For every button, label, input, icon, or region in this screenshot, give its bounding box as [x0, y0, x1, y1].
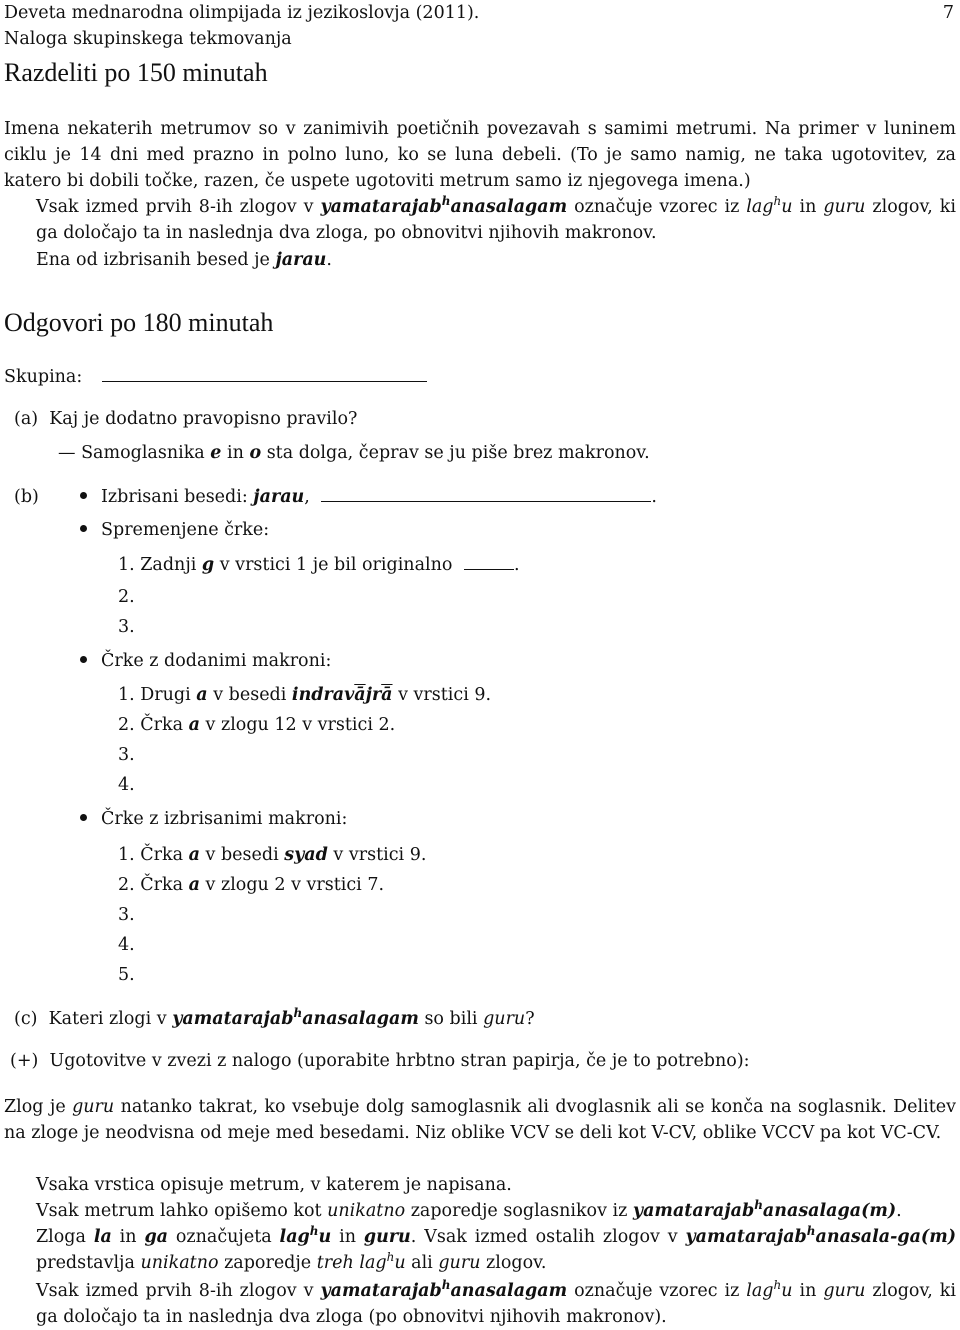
- b-changed-letters: Spremenjene črke:: [80, 517, 269, 543]
- b4-item-3: 3.: [118, 905, 135, 925]
- running-header: [4, 0, 479, 52]
- b2-item-3: 3.: [118, 617, 135, 637]
- b4-item-4: 4.: [118, 935, 135, 955]
- question-plus: (+) Ugotovitve v zvezi z nalogo (uporabite hrbtno stran papirja, če je to potrebno):: [10, 1051, 750, 1071]
- section-title-odgovori: Odgovori po 180 minutah: [4, 308, 274, 337]
- meter-paragraph: Vsaka vrstica opisuje metrum, v katerem je napisana.: [36, 1175, 512, 1195]
- header-line-1: Deveta mednarodna olimpijada iz jezikoslovja (2011).: [4, 3, 480, 23]
- answer-a: — Samoglasnika e in o sta dolga, čeprav se ju piše brez makronov.: [58, 443, 650, 463]
- erased-word-line: Ena od izbrisanih besed je jarau.: [36, 250, 332, 270]
- section-title-razdeliti: Razdeliti po 150 minutah: [4, 58, 268, 87]
- intro-paragraph: Imena nekaterih metrumov so v zanimivih poetičnih povezavah s samimi metrumi. Na primer v luninem ciklu je 14 dni med prazno in polno luno, ko se luna debeli. (To je samo namig, ne taka ugotovitev, za katero bi dobili točke, razen, če uspete ugotoviti metrum samo iz njegovega imena.): [4, 119, 956, 191]
- b4-item-1: 1. Črka a v besedi syad v vrstici 9.: [118, 845, 427, 865]
- pattern-paragraph: Vsak izmed prvih 8-ih zlogov v yamatarajab$^h$anasalagam označuje vzorec iz lag$^h$u in guru zlogov, ki ga določajo ta in naslednja dva zloga, po obnovitvi njihovih makronov.: [36, 194, 956, 243]
- b4-item-5: 5.: [118, 965, 135, 985]
- b-added-macrons: Črke z dodanimi makroni:: [80, 648, 331, 674]
- b-removed-macrons: Črke z izbrisanimi makroni:: [80, 806, 347, 832]
- b3-item-3: 3.: [118, 745, 135, 765]
- group-label: Skupina:: [4, 367, 83, 387]
- b-erased-words: Izbrisani besedi: jarau, .: [80, 484, 657, 510]
- b3-item-4: 4.: [118, 775, 135, 795]
- b3-item-2: 2. Črka a v zlogu 12 v vrstici 2.: [118, 715, 396, 735]
- bullet-icon: [80, 492, 87, 499]
- page-number: 7: [942, 3, 954, 23]
- original-letter-input-line[interactable]: [464, 553, 514, 570]
- unique-sequence-paragraph: Vsak metrum lahko opišemo kot unikatno zaporedje soglasnikov iz yamatarajab$^h$anasalaga(m).: [36, 1198, 902, 1221]
- pattern-summary-paragraph: Vsak izmed prvih 8-ih zlogov v yamatarajab$^h$anasalagam označuje vzorec iz lag$^h$u in guru zlogov, ki ga določajo ta in naslednja dva zloga (po obnovitvi njihovih makronov).: [36, 1278, 956, 1327]
- syllable-rules-paragraph: Zlog je guru natanko takrat, ko vsebuje dolg samoglasnik ali dvoglasnik ali se konča na soglasnik. Delitev na zloge je neodvisna od meje med besedami. Niz oblike VCV se deli kot V-CV, oblike VCCV pa kot VC-CV.: [4, 1097, 957, 1143]
- question-a: (a) Kaj je dodatno pravopisno pravilo?: [14, 409, 358, 429]
- question-b-label: (b): [14, 487, 39, 507]
- bullet-icon: [80, 814, 87, 821]
- group-input-line[interactable]: [102, 365, 427, 382]
- b3-item-1: 1. Drugi a v besedi $indrav\overline{ā}jr\overline{ā}$ v vrstici 9.: [118, 685, 492, 705]
- bullet-icon: [80, 656, 87, 663]
- b2-item-1: 1. Zadnji g v vrstici 1 je bil originalno .: [118, 555, 520, 575]
- header-line-2: Naloga skupinskega tekmovanja: [4, 29, 292, 49]
- question-c: (c) Kateri zlogi v yamatarajab$^h$anasalagam so bili guru?: [14, 1006, 535, 1029]
- bullet-icon: [80, 525, 87, 532]
- b4-item-2: 2. Črka a v zlogu 2 v vrstici 7.: [118, 875, 385, 895]
- group-field: [4, 364, 427, 390]
- syllables-paragraph: Zloga la in ga označujeta lag$^h$u in guru. Vsak izmed ostalih zlogov v yamatarajab$^h$anasala-ga(m) predstavlja unikatno zaporedje treh lag$^h$u ali guru zlogov.: [36, 1224, 957, 1273]
- erased-word-input-line[interactable]: [321, 485, 651, 502]
- b2-item-2: 2.: [118, 587, 135, 607]
